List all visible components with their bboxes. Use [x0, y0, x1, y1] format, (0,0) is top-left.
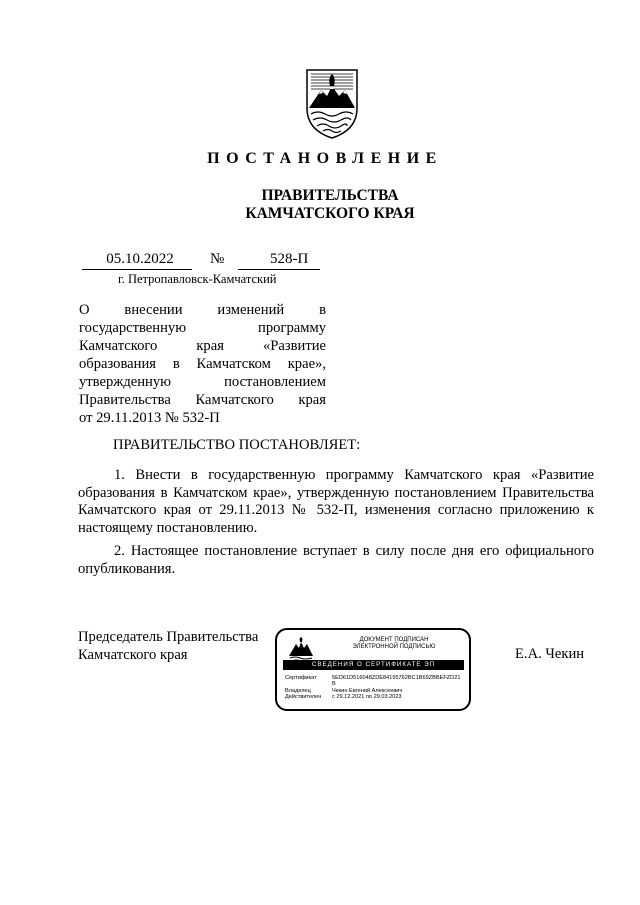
place-of-issue: г. Петропавловск-Камчатский [118, 272, 277, 286]
document-subject [79, 301, 326, 427]
signatory-title-line2: Камчатского края [78, 647, 188, 663]
certificate-value: 5ED61D516048ZDE84195762BC1B69ZBBEFZD21 [332, 675, 461, 681]
emblem-icon [287, 636, 315, 662]
subject-line: от 29.11.2013 № 532-П [79, 410, 220, 426]
owner-label: Владелец [285, 688, 311, 694]
document-date: 05.10.2022 [106, 251, 174, 267]
paragraph-2: 2. Настоящее постановление вступает в силу после дня его официального опубликования. [78, 543, 594, 577]
subject-line: государственную программу [79, 320, 326, 336]
document-number: 528-П [270, 251, 309, 267]
owner-value: Чекин Евгений Алексеевич [332, 688, 403, 694]
date-underline [82, 269, 192, 270]
stamp-certificate-bar: СВЕДЕНИЯ О СЕРТИФИКАТЕ ЭП [283, 660, 464, 670]
number-underline [238, 269, 320, 270]
validity-value: с 29.12.2021 по 29.03.2023 [332, 694, 402, 700]
stamp-header-line1: ДОКУМЕНТ ПОДПИСАН [359, 637, 429, 643]
validity-label: Действителен [285, 694, 322, 700]
subject-line: Правительства Камчатского края [79, 392, 326, 408]
stamp-header-line2: ЭЛЕКТРОННОЙ ПОДПИСЬЮ [352, 644, 436, 650]
signatory-name: Е.А. Чекин [515, 646, 585, 662]
subject-line: утвержденную постановлением [79, 374, 326, 390]
paragraph-1: 1. Внести в государственную программу Камчатского края «Развитие образования в Камчатском крае», утвержденную постановлением Правительства Камчатского края от 29.11.2013 № 532-П, изменения согласно приложению к настоящему постановлению. [78, 467, 594, 536]
certificate-label: Сертификат [285, 675, 317, 681]
issuing-authority-line1: ПРАВИТЕЛЬСТВА [261, 187, 399, 204]
signatory-title [78, 628, 258, 664]
subject-line: образования в Камчатском крае», [79, 356, 326, 372]
issuing-authority-line2: КАМЧАТСКОГО КРАЯ [245, 205, 415, 222]
coat-of-arms-emblem [303, 68, 361, 140]
electronic-signature-stamp [275, 628, 471, 711]
decree-statement: ПРАВИТЕЛЬСТВО ПОСТАНОВЛЯЕТ: [113, 437, 361, 453]
subject-line: Камчатского края «Развитие [79, 338, 326, 354]
number-sign: № [210, 251, 225, 267]
certificate-value-cont: B [332, 681, 336, 687]
signatory-title-line1: Председатель Правительства [78, 629, 259, 645]
subject-line: О внесении изменений в [79, 302, 326, 318]
document-type-title: ПОСТАНОВЛЕНИЕ [207, 150, 443, 167]
